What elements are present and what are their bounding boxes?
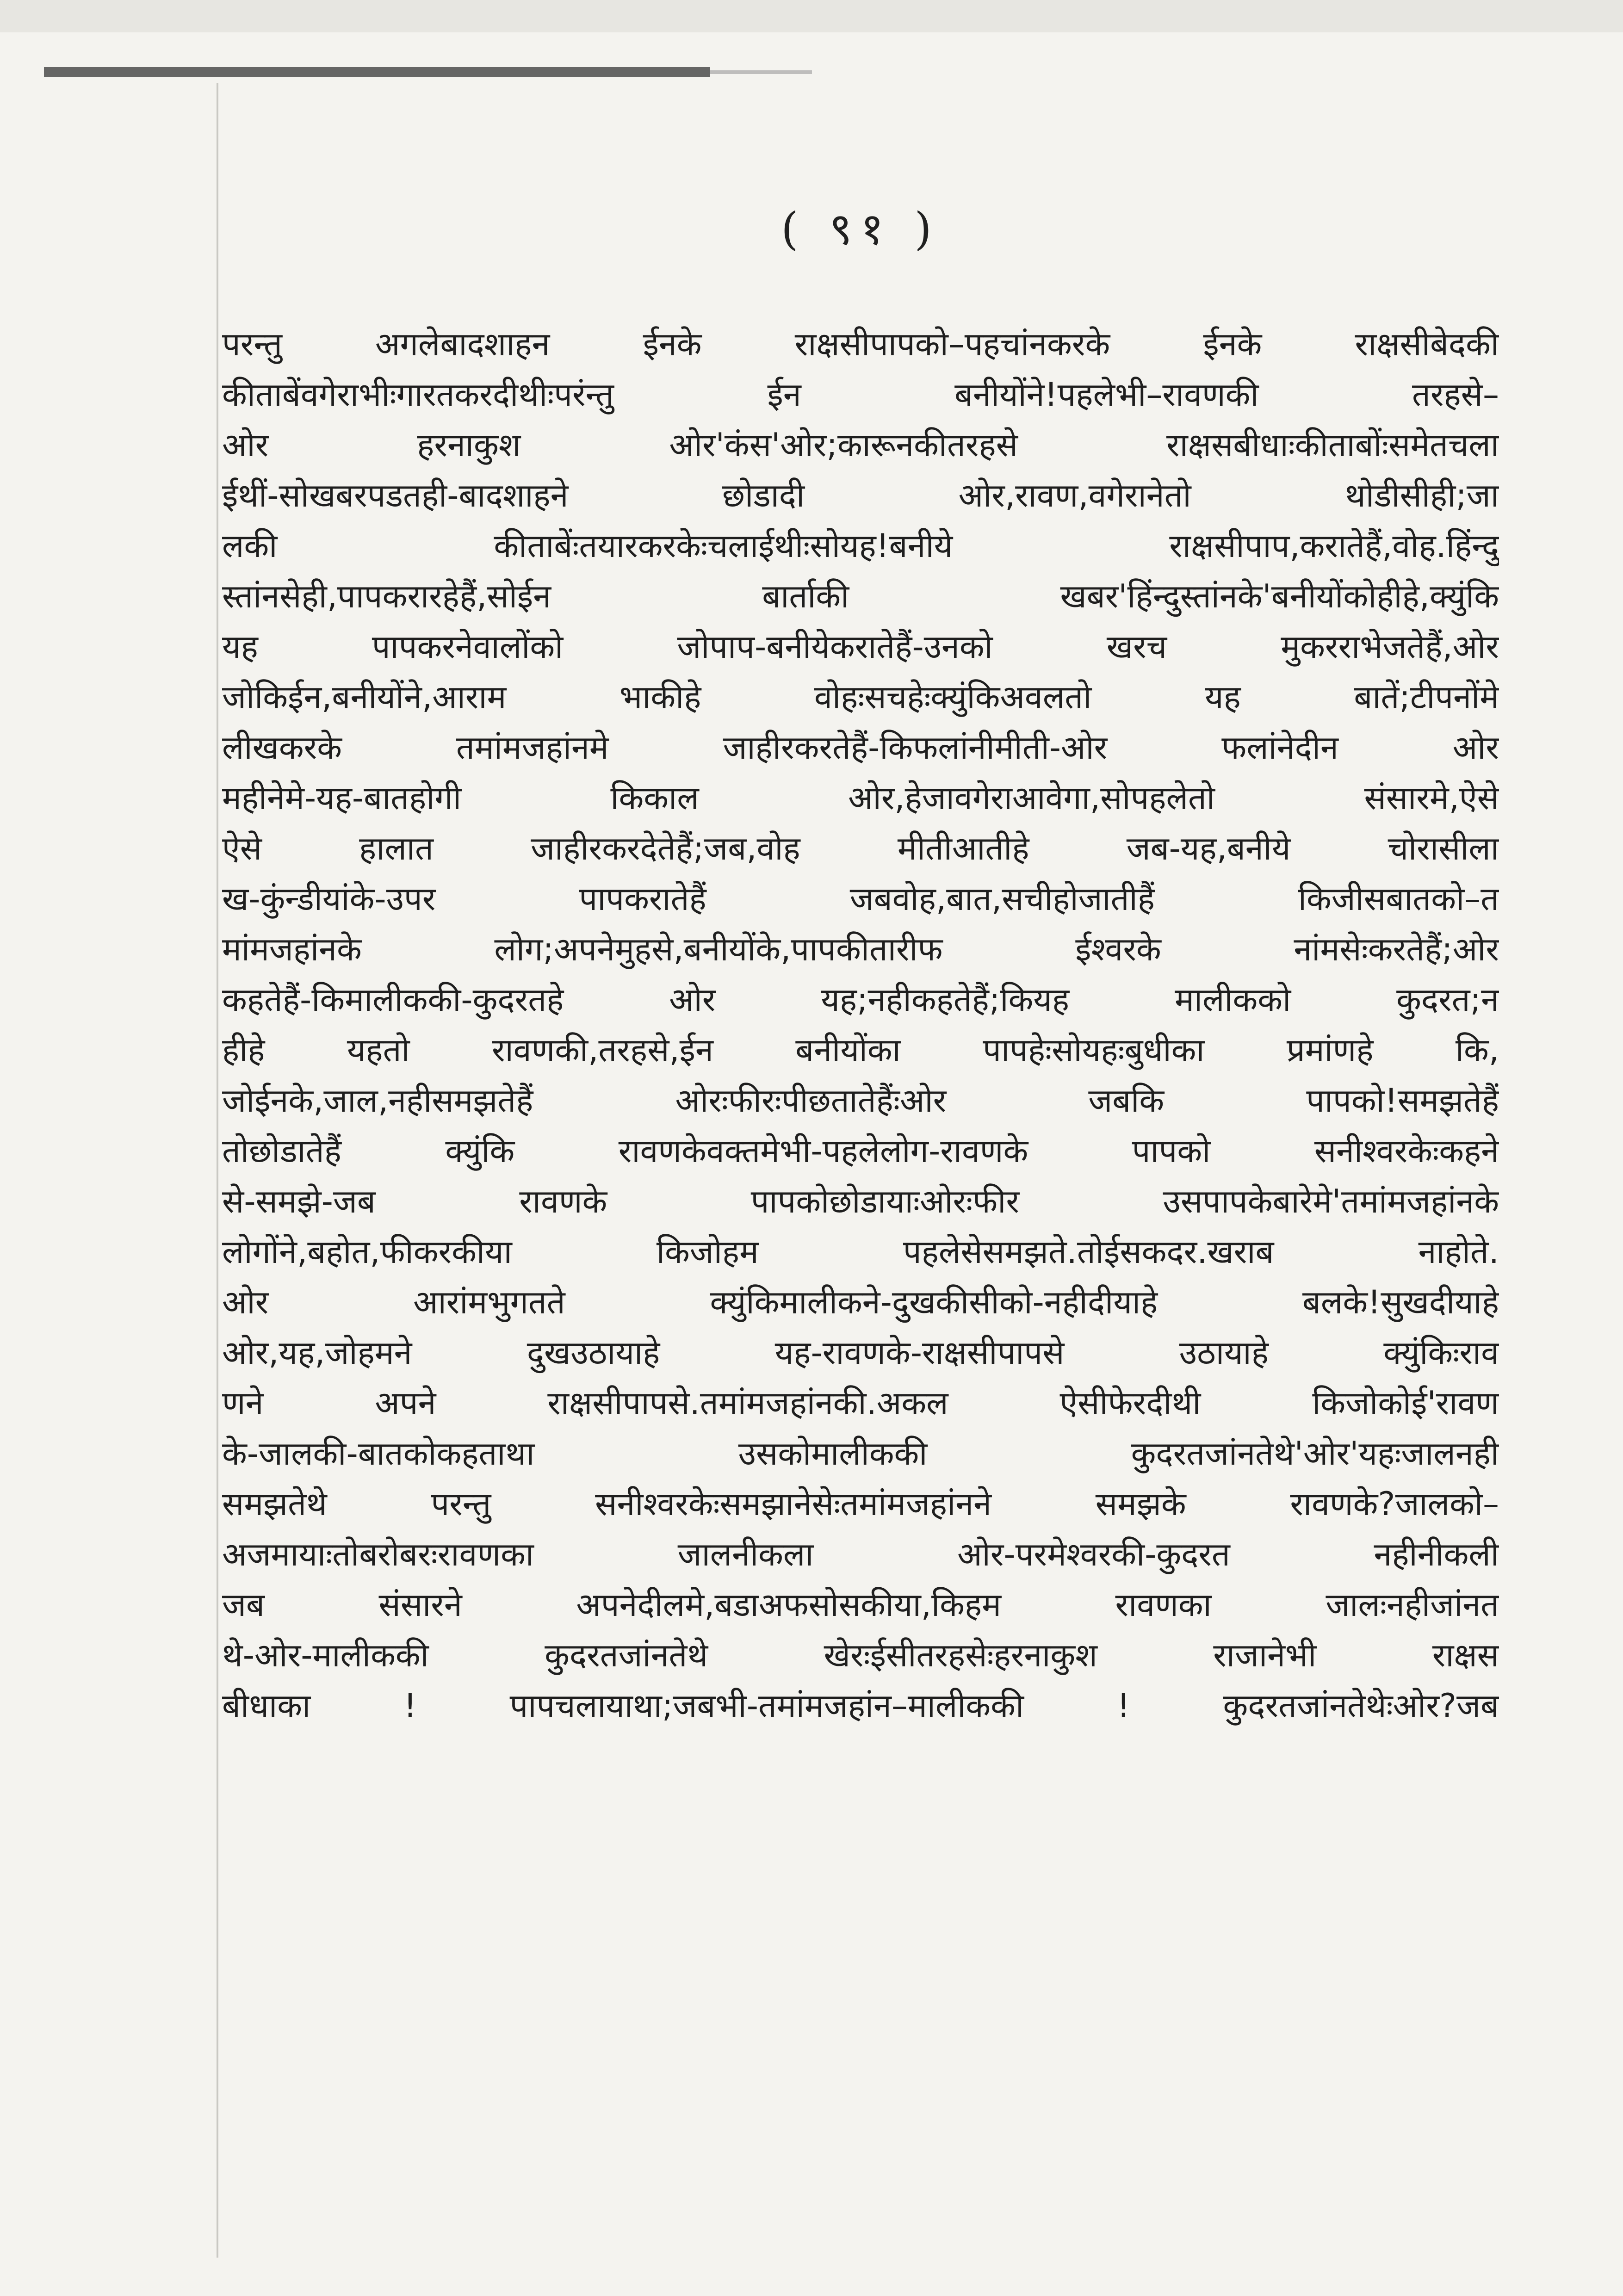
text-line: महीनेमे-यह-बातहोगी किकाल ओर,हेजावगेराआवेगा,सोपहलेतो संसारमे,ऐसे — [222, 779, 1499, 817]
text-line: से-समझे-जब रावणके पापकोछोडायाःओरःफीर उसपापकेबारेमे'तमांमजहांनके — [222, 1182, 1499, 1220]
text-line: मांमजहांनके लोग;अपनेमुहसे,बनीयोंके,पापकीतारीफ ईश्वरके नांमसेःकरतेहैं;ओर — [222, 930, 1499, 968]
text-line: कीताबेंवगेराभीःगारतकरदीथीःपरंन्तु ईन बनीयोंने!पहलेभी–रावणकी तरहसे– — [222, 376, 1499, 414]
text-line: लकी कीताबेंःतयारकरकेःचलाईथीःसोयह!बनीये राक्षसीपाप,करातेहैं,वोह.हिंन्दु — [222, 527, 1499, 565]
scanned-page — [222, 194, 1499, 2184]
page-top-rule — [44, 67, 710, 77]
text-line: अजमायाःतोबरोबरःरावणका जालनीकला ओर-परमेश्वरकी-कुदरत नहीनीकली — [222, 1535, 1499, 1573]
page-number: ( ९१ ) — [781, 203, 940, 255]
text-line: ईथीं-सोखबरपडतही-बादशाहने छोडादी ओर,रावण,वगेरानेतो थोडीसीही;जा — [222, 477, 1499, 514]
text-line: जोकिईन,बनीयोंने,आराम भाकीहे वोहःसचहेःक्युंकिअवलतो यह बातें;टीपनोंमे — [222, 678, 1499, 716]
text-line: जब संसारने अपनेदीलमे,बडाअफसोसकीया,किहम रावणका जालःनहीजांनत — [222, 1586, 1499, 1624]
text-line: स्तांनसेही,पापकरारहेहैं,सोईन बार्ताकी खबर'हिंन्दुस्तांनके'बनीयोंकोहीहे,क्युंकि — [222, 577, 1499, 615]
text-line: ओर,यह,जोहमने दुखउठायाहे यह-रावणके-राक्षसीपापसे उठायाहे क्युंकिःराव — [222, 1334, 1499, 1372]
text-line: परन्तु अगलेबादशाहन ईनके राक्षसीपापको–पहचांनकरके ईनके राक्षसीबेदकी — [222, 325, 1499, 363]
text-line: ऐसे हालात जाहीरकरदेतेहैं;जब,वोह मीतीआतीहे जब-यह,बनीये चोरासीला — [222, 829, 1499, 867]
text-line: बीधाका ! पापचलायाथा;जबभी-तमांमजहांन–मालीककी ! कुदरतजांनतेथेःओर?जब — [222, 1687, 1499, 1725]
page-top-rule-fade — [710, 70, 812, 74]
text-line: लोगोंने,बहोत,फीकरकीया किजोहम पहलेसेसमझते.तोईसकदर.खराब नाहोते. — [222, 1233, 1499, 1271]
text-line: हीहे यहतो रावणकी,तरहसे,ईन बनीयोंका पापहेःसोयहःबुधीका प्रमांणहे कि, — [222, 1031, 1499, 1069]
text-line: के-जालकी-बातकोकहताथा उसकोमालीककी कुदरतजांनतेथे'ओर'यहःजालनही — [222, 1435, 1499, 1473]
text-line: यह पापकरनेवालोंको जोपाप-बनीयेकरातेहैं-उनको खरच मुकरराभेजतेहैं,ओर — [222, 628, 1499, 666]
text-line: जोईनके,जाल,नहीसमझतेहैं ओरःफीरःपीछतातेहैंःओर जबकि पापको!समझतेहैं — [222, 1082, 1499, 1120]
text-line: थे-ओर-मालीककी कुदरतजांनतेथे खेरःईसीतरहसेःहरनाकुश राजानेभी राक्षस — [222, 1636, 1499, 1674]
text-line: णने अपने राक्षसीपापसे.तमांमजहांनकी.अकल ऐसीफेरदीथी किजोकोई'रावण — [222, 1384, 1499, 1422]
scan-top-strip — [0, 0, 1623, 32]
page-binding-edge — [217, 83, 218, 2258]
text-line: कहतेहैं-किमालीककी-कुदरतहे ओर यह;नहीकहतेहैं;कियह मालीकको कुदरत;न — [222, 981, 1499, 1019]
text-line: लीखकरके तमांमजहांनमे जाहीरकरतेहैं-किफलांनीमीती-ओर फलांनेदीन ओर — [222, 729, 1499, 767]
text-line: ख-कुंन्डीयांके-उपर पापकरातेहैं जबवोह,बात,सचीहोजातीहैं किजीसबातको–त — [222, 880, 1499, 918]
text-line: तोछोडातेहैं क्युंकि रावणकेवक्तमेभी-पहलेलोग-रावणके पापको सनीश्वरकेःकहने — [222, 1132, 1499, 1170]
text-line: ओर आरांमभुगतते क्युंकिमालीकने-दुखकीसीको-नहीदीयाहे बलके!सुखदीयाहे — [222, 1283, 1499, 1321]
text-line: ओर हरनाकुश ओर'कंस'ओर;कारूनकीतरहसे राक्षसबीधाःकीताबोंःसमेतचला — [222, 426, 1499, 464]
text-line: समझतेथे परन्तु सनीश्वरकेःसमझानेसेःतमांमजहांनने समझके रावणके?जालको– — [222, 1485, 1499, 1523]
body-text — [222, 319, 1499, 1731]
